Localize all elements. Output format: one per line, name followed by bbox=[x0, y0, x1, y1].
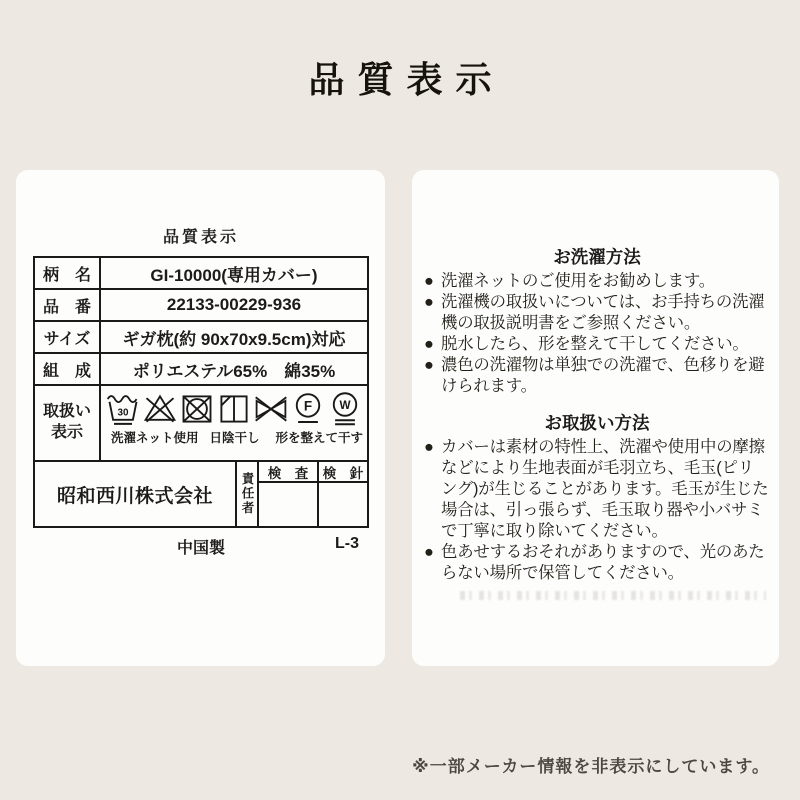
page-title: 品質表示 bbox=[308, 59, 505, 100]
row-value: 22133-00229-936 bbox=[166, 295, 302, 314]
footer-note: ※一部メーカー情報を非表示にしています。 bbox=[412, 757, 770, 776]
responsible-person-label: 責任者 bbox=[237, 462, 259, 526]
care-symbols-cell bbox=[101, 386, 367, 460]
table-row-care-symbols bbox=[35, 386, 367, 462]
no-tumble-dry-icon bbox=[179, 390, 215, 428]
wash-instruction-item bbox=[424, 355, 770, 397]
needle-check-column bbox=[319, 462, 367, 526]
dry-clean-F-gentle-icon bbox=[290, 390, 326, 428]
wash-instruction-item bbox=[424, 334, 770, 355]
bullet-icon: ● bbox=[424, 272, 434, 290]
bullet-icon: ● bbox=[424, 293, 434, 311]
svg-text:30: 30 bbox=[117, 407, 129, 419]
quality-label-card bbox=[16, 170, 385, 666]
table-row-maker bbox=[35, 462, 367, 526]
caption-reshape-dry: 形を整えて干す bbox=[275, 431, 364, 445]
bullet-icon: ● bbox=[424, 335, 434, 353]
wash-instruction-text: 洗濯機の取扱いについては、お手持ちの洗濯機の取扱説明書をご参照ください。 bbox=[441, 293, 765, 332]
maker-company-name: 昭和西川株式会社 bbox=[35, 462, 237, 526]
row-label: 柄 名 bbox=[35, 258, 101, 288]
table-row-item-number bbox=[35, 290, 367, 322]
wash-instruction-text: 洗濯ネットのご使用をお勧めします。 bbox=[441, 272, 715, 290]
row-label: 組 成 bbox=[35, 354, 101, 384]
row-value: GI-10000(専用カバー) bbox=[150, 265, 318, 285]
table-row-size bbox=[35, 322, 367, 354]
quality-table bbox=[33, 256, 369, 528]
label-table-title: 品質表示 bbox=[162, 229, 239, 246]
care-label-line2: 表示 bbox=[50, 424, 83, 441]
wet-clean-W-very-gentle-icon bbox=[327, 390, 363, 428]
country-of-origin: 中国製 bbox=[176, 540, 225, 557]
svg-text:F: F bbox=[303, 398, 313, 414]
wash-instruction-item bbox=[424, 292, 770, 334]
svg-text:W: W bbox=[339, 399, 351, 412]
row-value: ギガ枕(約 90x70x9.5cm)対応 bbox=[122, 329, 346, 349]
redacted-text-residue bbox=[460, 591, 766, 600]
bullet-icon: ● bbox=[424, 543, 434, 561]
handling-instruction-text: 色あせするおそれがありますので、光のあたらない場所で保管してください。 bbox=[441, 543, 765, 582]
handling-instruction-item bbox=[424, 437, 770, 542]
table-row-composition bbox=[35, 354, 367, 386]
care-symbol-captions bbox=[101, 428, 367, 446]
line-dry-in-shade-icon bbox=[216, 390, 252, 428]
handling-instruction-text: カバーは素材の特性上、洗濯や使用中の摩擦などにより生地表面が毛羽立ち、毛玉(ピリング)が生じることがあります。毛玉が生じた場合は、引っ張らず、毛玉取り器や小バサミで丁寧に取り除いてください。 bbox=[441, 438, 769, 540]
row-label: サイズ bbox=[35, 322, 101, 352]
needle-check-header: 検 針 bbox=[319, 462, 367, 483]
handling-method-title: お取扱い方法 bbox=[544, 413, 650, 433]
inspection-column bbox=[259, 462, 319, 526]
wash-instruction-item bbox=[424, 271, 770, 292]
wash-30c-gentle-icon bbox=[105, 390, 141, 428]
row-value: ポリエステル65% 綿35% bbox=[132, 361, 336, 381]
wash-method-title: お洗濯方法 bbox=[553, 247, 641, 267]
caption-wash-net: 洗濯ネット使用 bbox=[111, 431, 199, 445]
row-label: 品 番 bbox=[35, 290, 101, 320]
wash-instruction-text: 脱水したら、形を整えて干してください。 bbox=[441, 335, 749, 353]
care-symbols-row bbox=[105, 390, 363, 428]
needle-check-stamp-cell bbox=[319, 483, 367, 526]
instructions-card bbox=[412, 170, 779, 666]
bullet-icon: ● bbox=[424, 356, 434, 374]
caption-shade-dry: 日陰干し bbox=[209, 431, 260, 445]
wash-instruction-text: 濃色の洗濯物は単独での洗濯で、色移りを避けられます。 bbox=[441, 356, 765, 395]
bullet-icon: ● bbox=[424, 438, 434, 456]
lot-code: L-3 bbox=[335, 535, 359, 552]
handling-instruction-item bbox=[424, 542, 770, 584]
inspection-header: 検 査 bbox=[259, 462, 317, 483]
inspection-stamp-cell bbox=[259, 483, 317, 526]
care-label-line1: 取扱い bbox=[42, 403, 91, 421]
origin-row bbox=[33, 535, 369, 558]
care-row-label bbox=[35, 386, 101, 460]
no-bleach-icon bbox=[142, 390, 178, 428]
table-row-pattern-name bbox=[35, 258, 367, 290]
no-wring-icon bbox=[253, 390, 289, 428]
